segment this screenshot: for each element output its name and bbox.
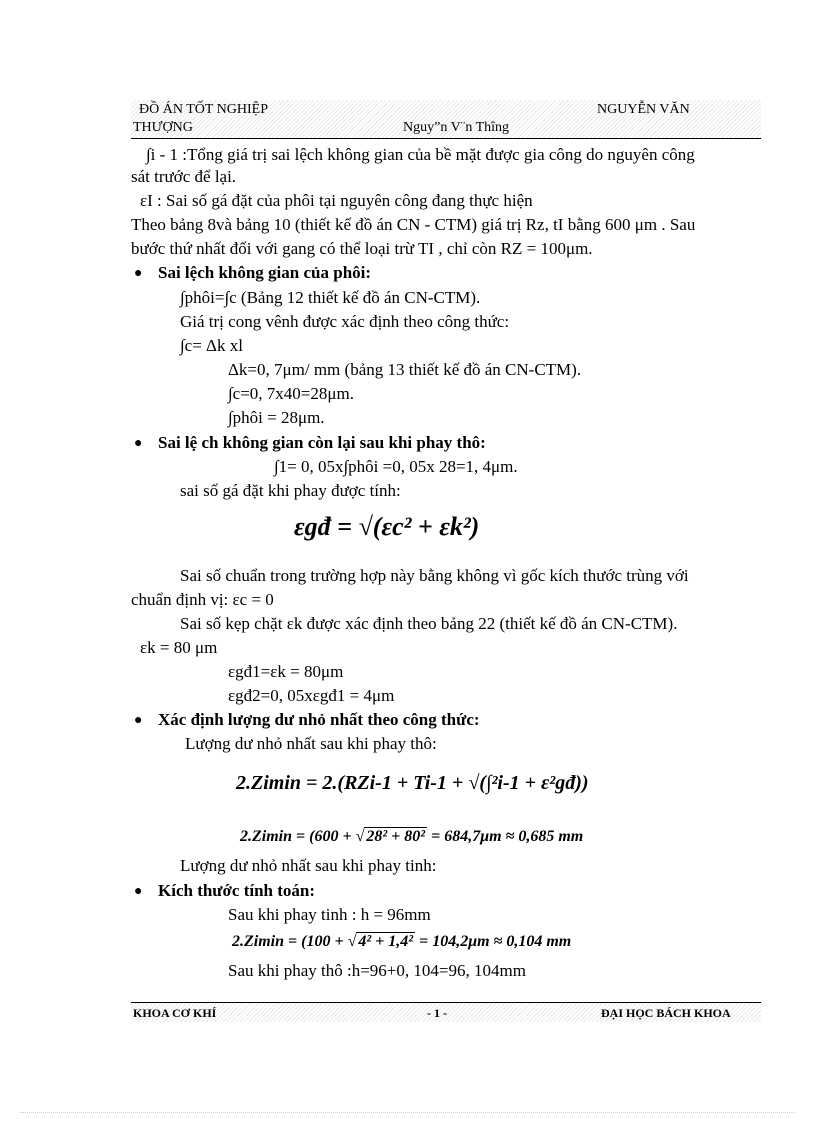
formula-epsilon-gd: εgđ = √(εc² + εk²) — [294, 512, 480, 541]
page-footer — [131, 1002, 761, 1022]
heading-3: Xác định lượng dư nhỏ nhất theo công thức: — [158, 710, 480, 729]
line-2: sát trước để lại. — [131, 167, 237, 186]
heading-4: Kích thước tính toán: — [158, 881, 316, 900]
line-15: chuẩn định vị: εc = 0 — [131, 590, 274, 609]
line-21: Lượng dư nhỏ nhất sau khi phay tinh: — [180, 856, 437, 875]
line-9: Δk=0, 7μm/ mm (bảng 13 thiết kế đồ án CN-CTM). — [228, 360, 582, 379]
line-4: Theo bảng 8và bảng 10 (thiết kế đồ án CN - CTM) giá trị Rz, tI bằng 600 μm . Sau — [131, 215, 696, 234]
header-center: Nguy”n V¨n Thîng — [403, 120, 510, 135]
line-10: ∫c=0, 7x40=28μm. — [228, 384, 354, 403]
line-14: Sai số chuẩn trong trường hợp này bằng không vì gốc kích thước trùng với — [180, 566, 689, 585]
formula-zmin-fine: 2.Zimin = (100 + √ 4² + 1,4² = 104,2μm ≈ 0,104 mm — [232, 933, 572, 950]
formula-zmin-general: 2.Zimin = 2.(RZi-1 + Ti-1 + √(∫²i-1 + ε²gđ)) — [236, 772, 589, 794]
line-8: ∫c= Δk xl — [180, 336, 243, 355]
heading-2: Sai lệ ch không gian còn lại sau khi phay thô: — [158, 433, 486, 452]
line-19: εgđ2=0, 05xεgđ1 = 4μm — [228, 686, 395, 705]
line-12: ∫1= 0, 05x∫phôi =0, 05x 28=1, 4μm. — [274, 457, 518, 476]
footer-page-number: - 1 - — [427, 1006, 447, 1020]
line-3: εI : Sai số gá đặt của phôi tại nguyên công đang thực hiện — [140, 191, 533, 210]
formula-zmin-rough: 2.Zimin = (600 + √ 28² + 80² = 684,7μm ≈ 0,685 mm — [240, 828, 584, 845]
line-23: Sau khi phay thô :h=96+0, 104=96, 104mm — [228, 961, 526, 980]
bullet-icon: ● — [134, 713, 143, 728]
line-18: εgđ1=εk = 80μm — [228, 662, 344, 681]
bullet-icon: ● — [134, 884, 143, 899]
line-20: Lượng dư nhỏ nhất sau khi phay thô: — [185, 734, 437, 753]
line-11: ∫phôi = 28μm. — [228, 408, 325, 427]
footer-left: KHOA CƠ KHÍ — [133, 1006, 217, 1020]
header-right: NGUYỄN VĂN — [597, 102, 690, 117]
header-left2: THƯỢNG — [133, 120, 193, 135]
line-5: bước thứ nhất đối với gang có thể loại trừ TI , chỉ còn RZ = 100μm. — [131, 239, 593, 258]
line-1: ∫i - 1 :Tổng giá trị sai lệch không gian của bề mặt được gia công do nguyên công — [146, 145, 695, 164]
header-left: ĐỒ ÁN TỐT NGHIỆP — [139, 102, 268, 117]
bullet-icon: ● — [134, 266, 143, 281]
page-header — [131, 100, 761, 139]
line-22: Sau khi phay tinh : h = 96mm — [228, 905, 431, 924]
line-7: Giá trị cong vênh được xác định theo công thức: — [180, 312, 510, 331]
line-16: Sai số kẹp chặt εk được xác định theo bảng 22 (thiết kế đồ án CN-CTM). — [180, 614, 678, 633]
page-bottom-divider — [20, 1112, 796, 1113]
line-13: sai số gá đặt khi phay được tính: — [180, 481, 401, 500]
line-6: ∫phôi=∫c (Bảng 12 thiết kế đồ án CN-CTM). — [180, 288, 481, 307]
heading-1: Sai lệch không gian của phôi: — [158, 263, 372, 282]
line-17: εk = 80 μm — [140, 638, 218, 657]
footer-right: ĐẠI HỌC BÁCH KHOA — [601, 1006, 731, 1020]
bullet-icon: ● — [134, 436, 143, 451]
